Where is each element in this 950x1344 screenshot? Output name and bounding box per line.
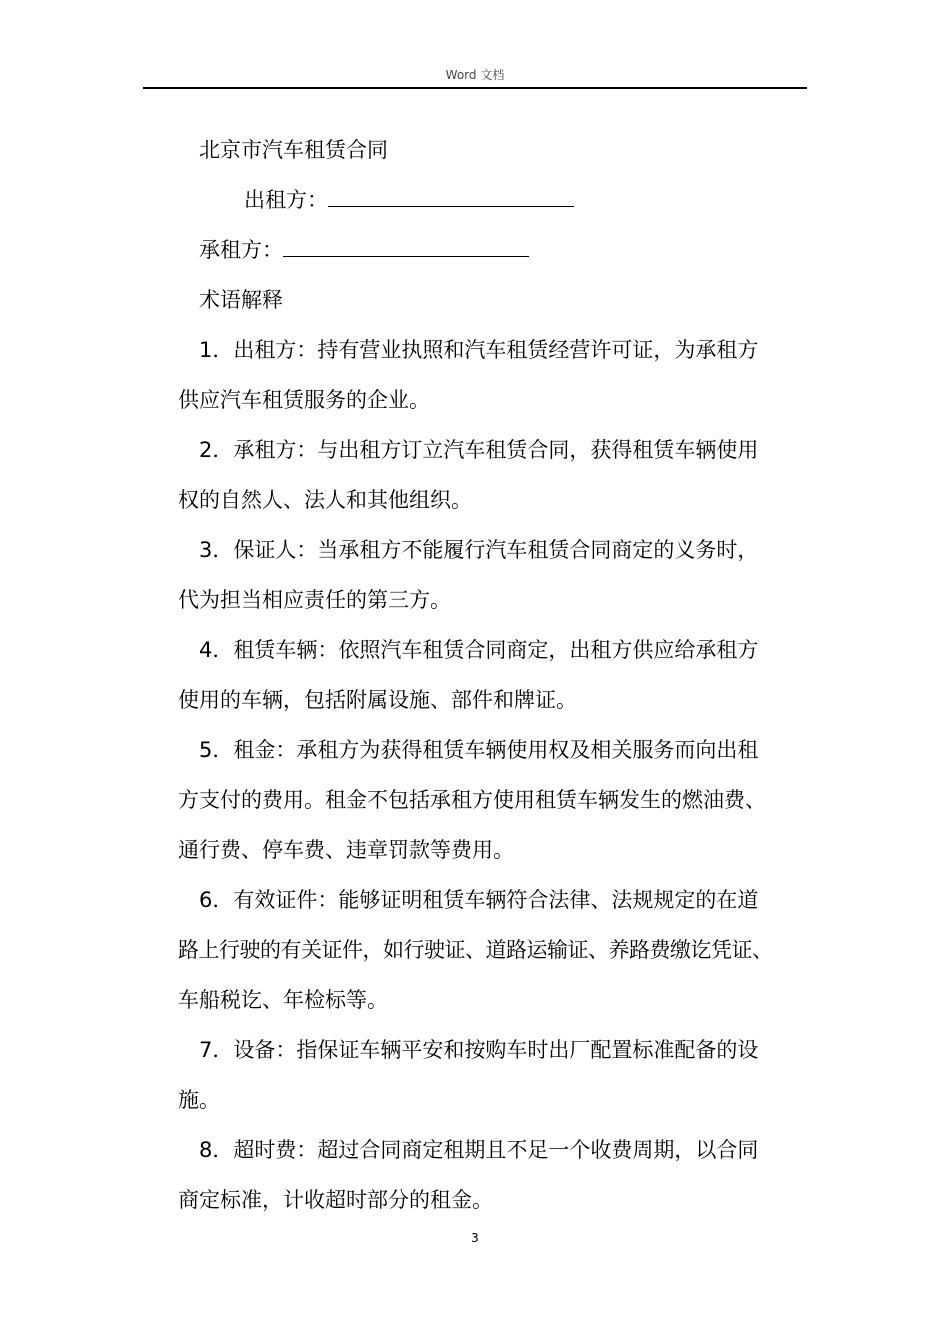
term-2-line-2: 权的自然人、法人和其他组织。 <box>178 488 472 512</box>
lessor-label: 出租方： <box>244 188 328 212</box>
document-title: 北京市汽车租赁合同 <box>199 138 388 162</box>
term-5-line-2: 方支付的费用。租金不包括承租方使用租赁车辆发生的燃油费、 <box>178 788 766 812</box>
page-header: Word 文档 <box>445 68 505 82</box>
term-5-line-3: 通行费、停车费、违章罚款等费用。 <box>178 838 514 862</box>
term-1-line-2: 供应汽车租赁服务的企业。 <box>178 388 430 412</box>
header-rule <box>143 87 807 89</box>
term-6-line-1: 6．有效证件：能够证明租赁车辆符合法律、法规规定的在道 <box>199 888 759 912</box>
term-8-line-1: 8．超时费：超过合同商定租期且不足一个收费周期，以合同 <box>199 1138 759 1162</box>
term-4-line-2: 使用的车辆，包括附属设施、部件和牌证。 <box>178 688 577 712</box>
term-5-line-1: 5．租金：承租方为获得租赁车辆使用权及相关服务而向出租 <box>199 738 759 762</box>
term-3-line-1: 3．保证人：当承租方不能履行汽车租赁合同商定的义务时， <box>199 538 759 562</box>
term-2-line-1: 2．承租方：与出租方订立汽车租赁合同，获得租赁车辆使用 <box>199 438 759 462</box>
page-number: 3 <box>471 1231 479 1245</box>
lessee-label: 承租方： <box>199 238 283 262</box>
lessee-line <box>199 236 529 264</box>
term-6-line-2: 路上行驶的有关证件，如行驶证、道路运输证、养路费缴讫凭证、 <box>178 938 773 962</box>
lessee-blank <box>283 236 529 257</box>
lessor-blank <box>328 186 574 207</box>
term-7-line-1: 7．设备：指保证车辆平安和按购车时出厂配置标准配备的设 <box>199 1038 759 1062</box>
lessor-line <box>244 186 574 214</box>
term-1-line-1: 1．出租方：持有营业执照和汽车租赁经营许可证，为承租方 <box>199 338 759 362</box>
term-7-line-2: 施。 <box>178 1088 220 1112</box>
section-heading: 术语解释 <box>199 288 283 312</box>
term-4-line-1: 4．租赁车辆：依照汽车租赁合同商定，出租方供应给承租方 <box>199 638 759 662</box>
term-6-line-3: 车船税讫、年检标等。 <box>178 988 388 1012</box>
term-3-line-2: 代为担当相应责任的第三方。 <box>178 588 451 612</box>
term-8-line-2: 商定标准，计收超时部分的租金。 <box>178 1188 493 1212</box>
